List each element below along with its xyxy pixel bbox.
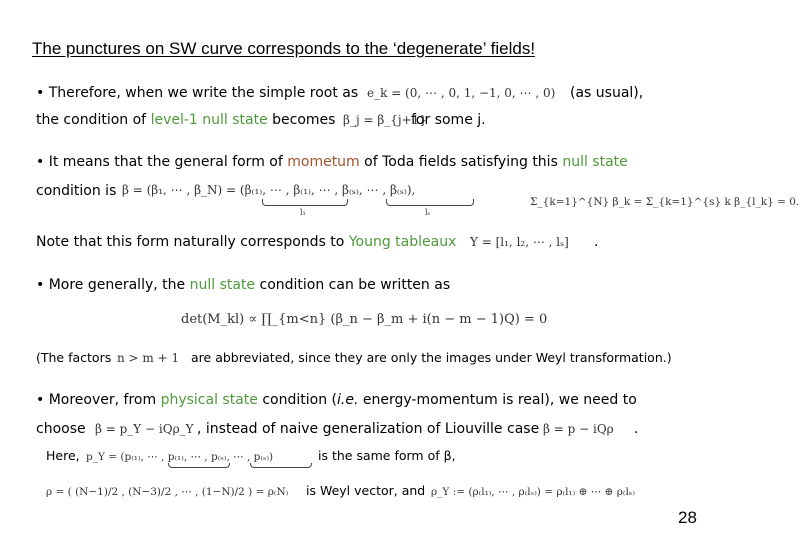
- p-underbrace-2: [250, 463, 312, 468]
- ie-abbrev: i.e.: [337, 392, 359, 408]
- para5-suffix: are abbreviated, since they are only the images under Weyl transformation.): [191, 350, 672, 365]
- underbrace-ls-label: lₛ: [425, 208, 431, 217]
- para5-prefix: (The factors: [36, 350, 112, 365]
- para6-line1: [36, 391, 637, 409]
- p-vector-equation: p_Y = (p₍₁₎, ⋯ , p₍₁₎, ⋯ , p₍ₛ₎, ⋯ , p₍ₛ₎): [86, 451, 274, 463]
- young-tableau-equation: Y = [l₁, l₂, ⋯ , lₛ]: [470, 235, 569, 249]
- page-number: 28: [678, 508, 697, 527]
- para4-prefix: • More generally, the: [36, 277, 186, 293]
- para7-prefix: Here,: [46, 448, 80, 463]
- para1-line2-prefix: the condition of: [36, 112, 147, 128]
- para4-line: [36, 276, 450, 294]
- level1-null-state-term: level-1 null state: [150, 112, 268, 128]
- para6-line2-prefix: choose: [36, 421, 86, 437]
- para3-line: [36, 233, 456, 251]
- rho-weyl-equation: ρ = ( (N−1)/2 , (N−3)/2 , ⋯ , (1−N)/2 ) = ρ₍N₎: [46, 486, 289, 498]
- para6-line1-mid: condition (: [262, 392, 337, 408]
- choose-beta-equation: β = p_Y − iQρ_Y: [95, 422, 194, 436]
- para2-line1: [36, 153, 628, 171]
- null-state-term-2: null state: [189, 277, 256, 293]
- para4-suffix: condition can be written as: [259, 277, 451, 293]
- underbrace-ls: [386, 199, 474, 206]
- null-condition-equation: β_j = β_{j+1}: [343, 113, 427, 127]
- beta-form-equation: β = (β₁, ⋯ , β_N) = (β₍₁₎, ⋯ , β₍₁₎, ⋯ , β₍ₛ₎, ⋯ , β₍ₛ₎),: [122, 183, 416, 197]
- physical-state-term: physical state: [160, 392, 258, 408]
- sum-constraint-equation: Σ_{k=1}^{N} β_k = Σ_{k=1}^{s} k β_{l_k} = 0.: [530, 196, 799, 208]
- para2-line1-prefix: • It means that the general form of: [36, 154, 283, 170]
- para3-suffix: .: [594, 234, 599, 250]
- determinant-equation: det(M_kl) ∝ ∏_{m<n} (β_n − β_m + i(n − m − 1)Q) = 0: [181, 312, 548, 327]
- momentum-term: mometum: [287, 154, 360, 170]
- liouville-equation: β = p − iQρ: [543, 422, 614, 436]
- simple-root-equation: e_k = (0, ⋯ , 0, 1, −1, 0, ⋯ , 0): [367, 86, 556, 100]
- para6-line1-suffix: energy-momentum is real), we need to: [362, 392, 637, 408]
- para1-line1: [36, 84, 358, 102]
- p-underbrace-1: [168, 463, 230, 468]
- underbrace-l1-label: l₁: [300, 208, 306, 217]
- para1-line2: [36, 111, 335, 129]
- young-tableaux-term: Young tableaux: [348, 234, 457, 250]
- underbrace-l1: [262, 199, 348, 206]
- para3-prefix: Note that this form naturally corresponds to: [36, 234, 345, 250]
- para2-line2-prefix: condition is: [36, 183, 117, 199]
- para2-line1-mid: of Toda fields satisfying this: [364, 154, 558, 170]
- para1-line2-mid: becomes: [272, 112, 336, 128]
- rhoY-equation: ρ_Y := (ρ₍l₁₎, ⋯ , ρ₍lₛ₎) = ρ₍l₁₎ ⊕ ⋯ ⊕ ρ₍lₛ₎: [431, 486, 635, 498]
- factor-condition-equation: n > m + 1: [117, 351, 180, 365]
- para1-line1-prefix: • Therefore, when we write the simple root as: [36, 85, 359, 101]
- null-state-term: null state: [562, 154, 628, 170]
- para1-line2-suffix: for some j.: [411, 112, 486, 128]
- para1-line1-suffix: (as usual),: [570, 85, 644, 101]
- para6-line2-mid: , instead of naive generalization of Liouville case: [197, 421, 540, 437]
- slide-title: The punctures on SW curve corresponds to the ‘degenerate’ fields!: [32, 39, 536, 58]
- para6-line1-prefix: • Moreover, from: [36, 392, 157, 408]
- para6-line2-suffix: .: [634, 421, 639, 437]
- para7-suffix: is the same form of β,: [318, 448, 456, 463]
- para8-mid: is Weyl vector, and: [306, 483, 426, 498]
